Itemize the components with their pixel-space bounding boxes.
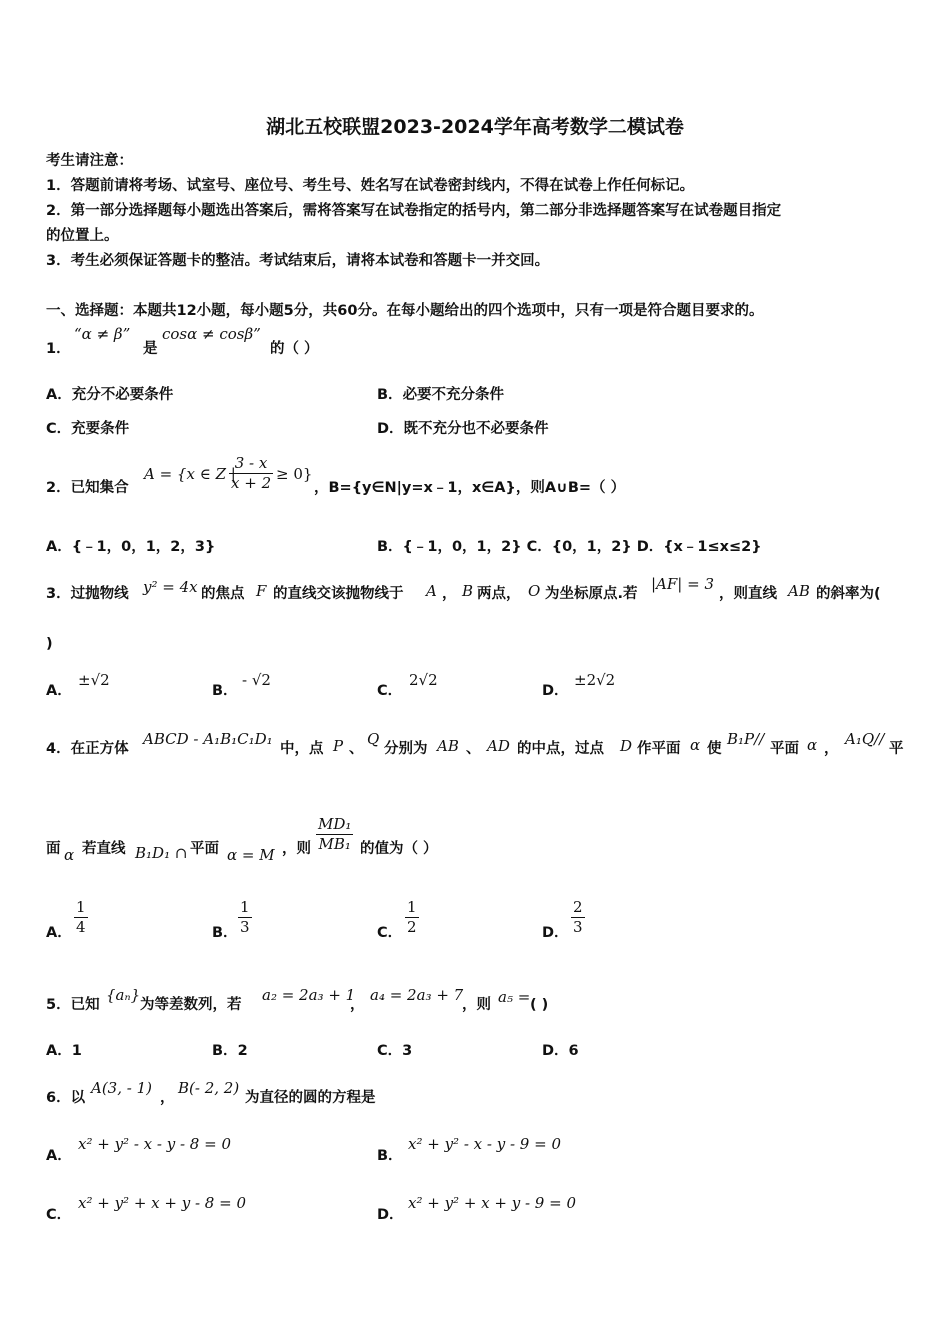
- q2-options-bcd: B．{﹣1，0，1，2} C．{0，1，2} D．{x﹣1≤x≤2}: [377, 539, 762, 555]
- q3-text-4: ，: [442, 586, 457, 602]
- q6-option-a-label: A．: [46, 1148, 72, 1164]
- q3-option-a-value: ±√2: [78, 671, 110, 689]
- q3-point-b: B: [462, 582, 474, 600]
- q4-text-10: ，: [824, 741, 839, 757]
- q3-option-d-value: ±2√2: [574, 671, 616, 689]
- q4-text-6: 的中点，过点: [517, 741, 604, 757]
- q3-text-6: 为坐标原点.若: [545, 586, 638, 602]
- q6-text-1: 6．以: [46, 1090, 86, 1106]
- q4-line-b1d1: B₁D₁ ∩: [135, 844, 188, 862]
- q4-text-11: 平: [889, 741, 904, 757]
- q4-point-p: P: [333, 737, 344, 755]
- q6-option-a-value: x² + y² - x - y - 8 = 0: [78, 1135, 232, 1153]
- q1-option-a: A．充分不必要条件: [46, 387, 174, 403]
- q5-sequence: {aₙ}: [106, 986, 141, 1004]
- q6-option-d-label: D．: [377, 1207, 404, 1223]
- notice-item-2: 2．第一部分选择题每小题选出答案后，需将答案写在试卷指定的括号内，第二部分非选择题答案写在试卷题目指定: [46, 203, 782, 219]
- q3-option-c-label: C．: [377, 683, 403, 699]
- q4-text-7: 作平面: [637, 741, 681, 757]
- q4-line2-text-4: ，则: [282, 841, 311, 857]
- q4-line2-text-1: 面: [46, 841, 61, 857]
- q4-text-2: 中，点: [280, 741, 324, 757]
- q3-line-ab: AB: [788, 582, 810, 600]
- q1-option-d: D．既不充分也不必要条件: [377, 421, 549, 437]
- q2-set-a-right: ≥ 0}: [276, 465, 313, 483]
- q2-set-a-left: A = {x ∈ Z |: [144, 465, 236, 483]
- q4-point-d: D: [620, 737, 633, 755]
- q6-option-c-value: x² + y² + x + y - 8 = 0: [78, 1194, 247, 1212]
- q3-option-b-label: B．: [212, 683, 238, 699]
- q4-text-5: 、: [466, 741, 481, 757]
- q4-b1p-parallel: B₁P//: [727, 730, 765, 748]
- q6-text-2: ，: [160, 1090, 175, 1106]
- q1-number: 1．: [46, 341, 71, 357]
- q4-option-a-label: A．: [46, 925, 72, 941]
- q1-text: 是: [143, 341, 158, 357]
- q5-option-d: D．6: [542, 1043, 579, 1059]
- q4-option-c-label: C．: [377, 925, 403, 941]
- q3-focus: F: [256, 582, 267, 600]
- q4-text-4: 分别为: [384, 741, 428, 757]
- q4-point-q: Q: [367, 730, 380, 748]
- q5-text-2: 为等差数列，若: [140, 997, 242, 1013]
- q3-text-8: 的斜率为(: [816, 586, 881, 602]
- q4-text-8: 使: [707, 741, 722, 757]
- q5-text-5: ( ): [530, 997, 549, 1013]
- q6-option-b-value: x² + y² - x - y - 9 = 0: [408, 1135, 562, 1153]
- q1-option-b: B．必要不充分条件: [377, 387, 505, 403]
- q3-option-c-value: 2√2: [409, 671, 438, 689]
- q1-tail: 的（ ）: [270, 341, 319, 357]
- q4-edge-ab: AB: [437, 737, 459, 755]
- q4-cube: ABCD - A₁B₁C₁D₁: [143, 730, 273, 748]
- q3-parabola: y² = 4x: [143, 578, 198, 596]
- q2-option-a: A．{﹣1，0，1，2，3}: [46, 539, 216, 555]
- q4-option-c-fraction: $\frac{1}{2}$: [407, 898, 417, 936]
- notice-heading: 考生请注意：: [46, 153, 133, 169]
- q5-text-1: 5．已知: [46, 997, 100, 1013]
- q4-line2-text-5: 的值为（ ）: [360, 841, 438, 857]
- q4-option-b-label: B．: [212, 925, 238, 941]
- q3-af-length: |AF| = 3: [651, 575, 714, 593]
- q2-set-a-fraction: $\frac{3 - x}{x + 2}$: [231, 454, 272, 492]
- notice-item-3: 3．考生必须保证答题卡的整洁。考试结束后，请将本试卷和答题卡一并交回。: [46, 253, 550, 269]
- q1-condition-2: cosα ≠ cosβ”: [162, 325, 261, 343]
- q4-edge-ad: AD: [487, 737, 510, 755]
- q4-option-d-fraction: $\frac{2}{3}$: [573, 898, 583, 936]
- q6-point-a: A(3, - 1): [91, 1079, 152, 1097]
- q4-line2-text-3: 平面: [190, 841, 219, 857]
- q6-text-3: 为直径的圆的方程是: [245, 1090, 376, 1106]
- q3-point-a: A: [426, 582, 437, 600]
- q5-text-3: ，: [350, 997, 365, 1013]
- q3-option-b-value: - √2: [242, 671, 271, 689]
- page-title: 湖北五校联盟2023-2024学年高考数学二模试卷: [266, 116, 684, 138]
- q4-line2-text-2: 若直线: [82, 841, 126, 857]
- q4-option-d-label: D．: [542, 925, 569, 941]
- q3-close-paren: ): [46, 636, 53, 652]
- q4-option-b-fraction: $\frac{1}{3}$: [240, 898, 250, 936]
- q3-text-5: 两点，: [477, 586, 521, 602]
- q3-text-7: ，则直线: [719, 586, 777, 602]
- q4-plane-alpha-2: α: [807, 736, 818, 754]
- q4-option-a-fraction: $\frac{1}{4}$: [76, 898, 86, 936]
- q3-option-d-label: D．: [542, 683, 569, 699]
- q5-a5: a₅ =: [498, 988, 531, 1006]
- section-heading: 一、选择题：本题共12小题，每小题5分，共60分。在每小题给出的四个选项中，只有一项是符合题目要求的。: [46, 303, 764, 319]
- q5-equation-1: a₂ = 2a₃ + 1: [262, 986, 356, 1004]
- q5-option-b: B．2: [212, 1043, 248, 1059]
- q4-text-1: 4．在正方体: [46, 741, 129, 757]
- q6-option-d-value: x² + y² + x + y - 9 = 0: [408, 1194, 577, 1212]
- q4-text-3: 、: [349, 741, 364, 757]
- q6-option-c-label: C．: [46, 1207, 72, 1223]
- q4-ratio-fraction: $\frac{\text{MD₁}}{\text{MB₁}}$: [318, 815, 352, 853]
- q3-text-1: 3．过抛物线: [46, 586, 129, 602]
- q3-text-2: 的焦点: [201, 586, 245, 602]
- q5-equation-2: a₄ = 2a₃ + 7: [370, 986, 464, 1004]
- q3-origin: O: [528, 582, 541, 600]
- notice-item-1: 1．答题前请将考场、试室号、座位号、考生号、姓名写在试卷密封线内，不得在试卷上作任何标记。: [46, 178, 695, 194]
- q3-option-a-label: A．: [46, 683, 72, 699]
- q5-text-4: ，则: [462, 997, 491, 1013]
- q4-a1q-parallel: A₁Q//: [845, 730, 885, 748]
- q4-intersection: α = M: [227, 846, 275, 864]
- q5-option-c: C．3: [377, 1043, 413, 1059]
- q2-tail: ，B={y∈N|y=x﹣1，x∈A}，则A∪B=（ ）: [314, 480, 626, 496]
- q1-condition-1: “α ≠ β”: [74, 325, 131, 343]
- q5-option-a: A．1: [46, 1043, 82, 1059]
- q4-plane-alpha-3: α: [64, 846, 75, 864]
- q1-option-c: C．充要条件: [46, 421, 130, 437]
- notice-item-2-cont: 的位置上。: [46, 228, 119, 244]
- q6-point-b: B(- 2, 2): [178, 1079, 240, 1097]
- q4-text-9: 平面: [770, 741, 799, 757]
- q3-text-3: 的直线交该抛物线于: [273, 586, 404, 602]
- q6-option-b-label: B．: [377, 1148, 403, 1164]
- q2-lead: 2．已知集合: [46, 480, 129, 496]
- q4-plane-alpha: α: [690, 736, 701, 754]
